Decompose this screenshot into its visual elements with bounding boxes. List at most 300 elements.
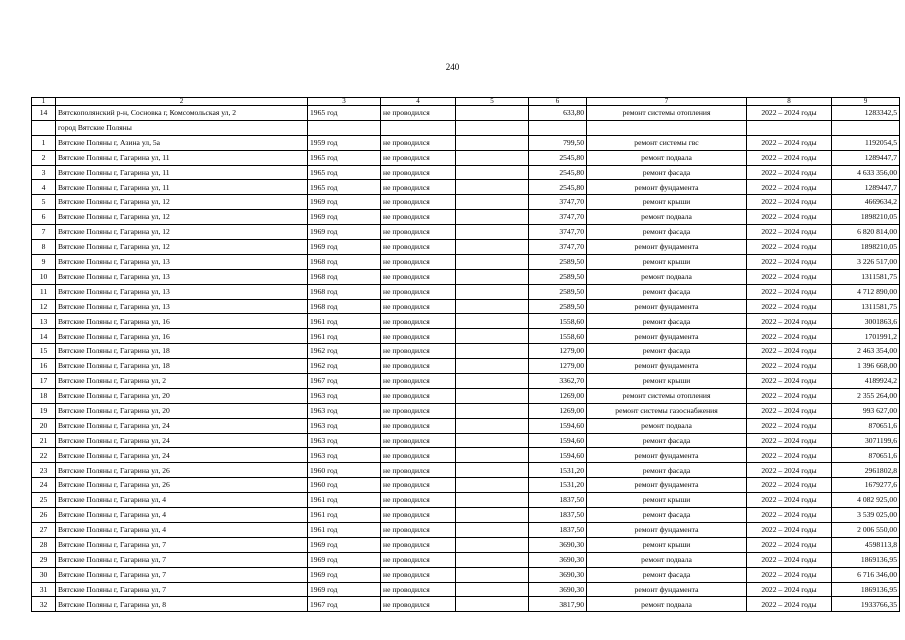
last-repair-cell: не проводился [381,493,456,508]
column-5-cell [456,493,529,508]
address-cell: Вятские Поляны г, Гагарина ул, 13 [56,254,308,269]
cost-cell: 2 355 264,00 [832,388,900,403]
last-repair-cell: не проводился [381,374,456,389]
year-cell: 1968 год [308,254,381,269]
area-cell: 1558,60 [529,314,587,329]
group-row [32,120,900,135]
group-empty-cell [381,120,456,135]
column-5-cell [456,508,529,523]
year-cell: 1963 год [308,403,381,418]
row-number: 11 [32,284,56,299]
repair-schedule-table [31,97,900,612]
year-cell: 1969 год [308,210,381,225]
table-row [32,225,900,240]
cost-cell: 870651,6 [832,418,900,433]
table-row [32,418,900,433]
period-cell: 2022 – 2024 годы [747,329,832,344]
column-number: 9 [832,98,900,106]
address-cell: Вятские Поляны г, Гагарина ул, 26 [56,463,308,478]
cost-cell: 4189924,2 [832,374,900,389]
year-cell: 1961 год [308,508,381,523]
table-row [32,150,900,165]
work-type-cell: ремонт фасада [587,344,747,359]
address-cell: Вятские Поляны г, Гагарина ул, 24 [56,433,308,448]
area-cell: 2545,80 [529,150,587,165]
column-5-cell [456,463,529,478]
year-cell: 1960 год [308,478,381,493]
column-5-cell [456,374,529,389]
cost-cell: 1311581,75 [832,269,900,284]
column-5-cell [456,448,529,463]
cost-cell: 1869136,95 [832,552,900,567]
cost-cell: 2 006 550,00 [832,522,900,537]
address-cell: Вятские Поляны г, Гагарина ул, 4 [56,522,308,537]
last-repair-cell: не проводился [381,150,456,165]
area-cell: 1558,60 [529,329,587,344]
last-repair-cell: не проводился [381,344,456,359]
row-number: 9 [32,254,56,269]
column-5-cell [456,106,529,121]
column-5-cell [456,359,529,374]
last-repair-cell: не проводился [381,195,456,210]
table-row [32,463,900,478]
cost-cell: 1311581,75 [832,299,900,314]
cost-cell: 1 396 668,00 [832,359,900,374]
cost-cell: 6 716 346,00 [832,567,900,582]
area-cell: 3690,30 [529,537,587,552]
address-cell: Вятские Поляны г, Гагарина ул, 18 [56,359,308,374]
column-5-cell [456,433,529,448]
group-empty-cell [587,120,747,135]
year-cell: 1968 год [308,284,381,299]
work-type-cell: ремонт подвала [587,150,747,165]
area-cell: 2545,80 [529,165,587,180]
column-number: 4 [381,98,456,106]
row-number: 28 [32,537,56,552]
area-cell: 3747,70 [529,195,587,210]
year-cell: 1965 год [308,150,381,165]
table-row [32,597,900,612]
work-type-cell: ремонт системы гвс [587,135,747,150]
column-number: 6 [529,98,587,106]
table-row [32,329,900,344]
work-type-cell: ремонт фундамента [587,582,747,597]
period-cell: 2022 – 2024 годы [747,344,832,359]
area-cell: 2545,80 [529,180,587,195]
column-5-cell [456,135,529,150]
period-cell: 2022 – 2024 годы [747,165,832,180]
table-row [32,314,900,329]
area-cell: 1837,50 [529,508,587,523]
period-cell: 2022 – 2024 годы [747,195,832,210]
address-cell: Вятские Поляны г, Азина ул, 5а [56,135,308,150]
column-5-cell [456,314,529,329]
column-5-cell [456,180,529,195]
column-5-cell [456,210,529,225]
work-type-cell: ремонт крыши [587,195,747,210]
work-type-cell: ремонт фасада [587,433,747,448]
period-cell: 2022 – 2024 годы [747,240,832,255]
table-row [32,180,900,195]
cost-cell: 4669634,2 [832,195,900,210]
column-number: 3 [308,98,381,106]
work-type-cell: ремонт системы отопления [587,388,747,403]
row-number: 3 [32,165,56,180]
address-cell: Вятские Поляны г, Гагарина ул, 12 [56,240,308,255]
row-number: 24 [32,478,56,493]
address-cell: Вятские Поляны г, Гагарина ул, 2 [56,374,308,389]
year-cell: 1959 год [308,135,381,150]
address-cell: Вятские Поляны г, Гагарина ул, 7 [56,537,308,552]
row-number: 8 [32,240,56,255]
work-type-cell: ремонт подвала [587,597,747,612]
last-repair-cell: не проводился [381,299,456,314]
table-row [32,403,900,418]
work-type-cell: ремонт системы отопления [587,106,747,121]
last-repair-cell: не проводился [381,359,456,374]
area-cell: 3690,30 [529,582,587,597]
period-cell: 2022 – 2024 годы [747,269,832,284]
area-cell: 1531,20 [529,463,587,478]
area-cell: 3690,30 [529,567,587,582]
address-cell: Вятские Поляны г, Гагарина ул, 13 [56,269,308,284]
work-type-cell: ремонт фасада [587,567,747,582]
column-number: 5 [456,98,529,106]
work-type-cell: ремонт фасада [587,314,747,329]
cost-cell: 1869136,95 [832,582,900,597]
work-type-cell: ремонт подвала [587,269,747,284]
area-cell: 3690,30 [529,552,587,567]
table-row [32,165,900,180]
work-type-cell: ремонт фундамента [587,329,747,344]
table-row [32,374,900,389]
cost-cell: 3071199,6 [832,433,900,448]
area-cell: 1837,50 [529,522,587,537]
work-type-cell: ремонт фасада [587,225,747,240]
area-cell: 1269,00 [529,388,587,403]
column-number: 7 [587,98,747,106]
row-number: 20 [32,418,56,433]
table-row [32,508,900,523]
cost-cell: 1289447,7 [832,150,900,165]
work-type-cell: ремонт фундамента [587,522,747,537]
address-cell: Вятскополянский р-н, Сосновка г, Комсомольская ул, 2 [56,106,308,121]
last-repair-cell: не проводился [381,567,456,582]
period-cell: 2022 – 2024 годы [747,135,832,150]
period-cell: 2022 – 2024 годы [747,374,832,389]
year-cell: 1967 год [308,597,381,612]
period-cell: 2022 – 2024 годы [747,552,832,567]
address-cell: Вятские Поляны г, Гагарина ул, 18 [56,344,308,359]
row-number: 29 [32,552,56,567]
last-repair-cell: не проводился [381,522,456,537]
year-cell: 1963 год [308,433,381,448]
work-type-cell: ремонт подвала [587,210,747,225]
area-cell: 3362,70 [529,374,587,389]
address-cell: Вятские Поляны г, Гагарина ул, 7 [56,582,308,597]
last-repair-cell: не проводился [381,403,456,418]
area-cell: 1531,20 [529,478,587,493]
cost-cell: 3 226 517,00 [832,254,900,269]
column-5-cell [456,388,529,403]
work-type-cell: ремонт фасада [587,463,747,478]
cost-cell: 1679277,6 [832,478,900,493]
cost-cell: 1898210,05 [832,240,900,255]
table-row [32,567,900,582]
period-cell: 2022 – 2024 годы [747,359,832,374]
column-5-cell [456,582,529,597]
table-row [32,210,900,225]
row-number: 14 [32,106,56,121]
work-type-cell: ремонт подвала [587,552,747,567]
table-row [32,522,900,537]
area-cell: 1269,00 [529,403,587,418]
area-cell: 1594,60 [529,418,587,433]
column-5-cell [456,240,529,255]
row-number: 13 [32,314,56,329]
last-repair-cell: не проводился [381,135,456,150]
last-repair-cell: не проводился [381,284,456,299]
column-5-cell [456,225,529,240]
table-row [32,344,900,359]
table-row [32,388,900,403]
period-cell: 2022 – 2024 годы [747,150,832,165]
address-cell: Вятские Поляны г, Гагарина ул, 13 [56,299,308,314]
address-cell: Вятские Поляны г, Гагарина ул, 7 [56,552,308,567]
column-5-cell [456,299,529,314]
cost-cell: 1701991,2 [832,329,900,344]
last-repair-cell: не проводился [381,433,456,448]
row-number: 2 [32,150,56,165]
year-cell: 1961 год [308,522,381,537]
group-empty-cell [832,120,900,135]
last-repair-cell: не проводился [381,582,456,597]
address-cell: Вятские Поляны г, Гагарина ул, 4 [56,508,308,523]
year-cell: 1965 год [308,106,381,121]
column-5-cell [456,344,529,359]
last-repair-cell: не проводился [381,418,456,433]
cost-cell: 1289447,7 [832,180,900,195]
work-type-cell: ремонт фундамента [587,359,747,374]
period-cell: 2022 – 2024 годы [747,284,832,299]
page-number: 240 [445,62,460,72]
table-row [32,582,900,597]
last-repair-cell: не проводился [381,180,456,195]
cost-cell: 4 712 890,00 [832,284,900,299]
cost-cell: 1192054,5 [832,135,900,150]
address-cell: Вятские Поляны г, Гагарина ул, 11 [56,165,308,180]
last-repair-cell: не проводился [381,240,456,255]
row-number: 12 [32,299,56,314]
last-repair-cell: не проводился [381,165,456,180]
address-cell: Вятские Поляны г, Гагарина ул, 16 [56,314,308,329]
last-repair-cell: не проводился [381,106,456,121]
period-cell: 2022 – 2024 годы [747,493,832,508]
year-cell: 1969 год [308,225,381,240]
year-cell: 1962 год [308,359,381,374]
area-cell: 2589,50 [529,269,587,284]
address-cell: Вятские Поляны г, Гагарина ул, 24 [56,448,308,463]
row-number: 27 [32,522,56,537]
year-cell: 1968 год [308,269,381,284]
cost-cell: 2 463 354,00 [832,344,900,359]
table-row [32,269,900,284]
table-row [32,433,900,448]
period-cell: 2022 – 2024 годы [747,508,832,523]
row-number: 1 [32,135,56,150]
cost-cell: 4598113,8 [832,537,900,552]
column-5-cell [456,552,529,567]
group-empty-cell [32,120,56,135]
period-cell: 2022 – 2024 годы [747,582,832,597]
period-cell: 2022 – 2024 годы [747,180,832,195]
work-type-cell: ремонт крыши [587,493,747,508]
table-row [32,284,900,299]
area-cell: 633,80 [529,106,587,121]
year-cell: 1969 год [308,195,381,210]
column-5-cell [456,597,529,612]
table-row [32,240,900,255]
area-cell: 1279,00 [529,359,587,374]
year-cell: 1963 год [308,418,381,433]
work-type-cell: ремонт фундамента [587,478,747,493]
work-type-cell: ремонт фасада [587,165,747,180]
last-repair-cell: не проводился [381,269,456,284]
row-number: 32 [32,597,56,612]
period-cell: 2022 – 2024 годы [747,463,832,478]
year-cell: 1961 год [308,493,381,508]
group-empty-cell [747,120,832,135]
cost-cell: 1933766,35 [832,597,900,612]
year-cell: 1965 год [308,180,381,195]
address-cell: Вятские Поляны г, Гагарина ул, 4 [56,493,308,508]
cost-cell: 4 082 925,00 [832,493,900,508]
area-cell: 1279,00 [529,344,587,359]
year-cell: 1969 год [308,567,381,582]
work-type-cell: ремонт фасада [587,508,747,523]
work-type-cell: ремонт крыши [587,537,747,552]
column-5-cell [456,269,529,284]
period-cell: 2022 – 2024 годы [747,537,832,552]
group-empty-cell [308,120,381,135]
period-cell: 2022 – 2024 годы [747,314,832,329]
area-cell: 2589,50 [529,254,587,269]
period-cell: 2022 – 2024 годы [747,106,832,121]
cost-cell: 3001863,6 [832,314,900,329]
address-cell: Вятские Поляны г, Гагарина ул, 7 [56,567,308,582]
area-cell: 1837,50 [529,493,587,508]
period-cell: 2022 – 2024 годы [747,299,832,314]
address-cell: Вятские Поляны г, Гагарина ул, 26 [56,478,308,493]
address-cell: Вятские Поляны г, Гагарина ул, 20 [56,388,308,403]
column-5-cell [456,537,529,552]
row-number: 5 [32,195,56,210]
address-cell: Вятские Поляны г, Гагарина ул, 8 [56,597,308,612]
area-cell: 1594,60 [529,433,587,448]
cost-cell: 2961802,8 [832,463,900,478]
area-cell: 3817,90 [529,597,587,612]
column-number: 8 [747,98,832,106]
cost-cell: 1898210,05 [832,210,900,225]
year-cell: 1962 год [308,344,381,359]
table-row [32,195,900,210]
last-repair-cell: не проводился [381,448,456,463]
column-5-cell [456,284,529,299]
work-type-cell: ремонт фундамента [587,180,747,195]
column-5-cell [456,329,529,344]
address-cell: Вятские Поляны г, Гагарина ул, 20 [56,403,308,418]
column-5-cell [456,522,529,537]
row-number: 25 [32,493,56,508]
address-cell: Вятские Поляны г, Гагарина ул, 13 [56,284,308,299]
period-cell: 2022 – 2024 годы [747,403,832,418]
row-number: 17 [32,374,56,389]
year-cell: 1961 год [308,314,381,329]
column-5-cell [456,403,529,418]
area-cell: 2589,50 [529,299,587,314]
address-cell: Вятские Поляны г, Гагарина ул, 12 [56,225,308,240]
row-number: 18 [32,388,56,403]
row-number: 26 [32,508,56,523]
column-5-cell [456,165,529,180]
last-repair-cell: не проводился [381,329,456,344]
last-repair-cell: не проводился [381,597,456,612]
column-5-cell [456,567,529,582]
year-cell: 1961 год [308,329,381,344]
table-row [32,299,900,314]
area-cell: 1594,60 [529,448,587,463]
table-row [32,359,900,374]
row-number: 19 [32,403,56,418]
address-cell: Вятские Поляны г, Гагарина ул, 12 [56,210,308,225]
row-number: 15 [32,344,56,359]
column-number: 2 [56,98,308,106]
year-cell: 1968 год [308,299,381,314]
row-number: 22 [32,448,56,463]
work-type-cell: ремонт системы газоснабжения [587,403,747,418]
column-5-cell [456,254,529,269]
address-cell: Вятские Поляны г, Гагарина ул, 11 [56,180,308,195]
area-cell: 3747,70 [529,225,587,240]
table-row [32,537,900,552]
period-cell: 2022 – 2024 годы [747,478,832,493]
last-repair-cell: не проводился [381,508,456,523]
last-repair-cell: не проводился [381,210,456,225]
address-cell: Вятские Поляны г, Гагарина ул, 11 [56,150,308,165]
row-number: 31 [32,582,56,597]
column-5-cell [456,418,529,433]
work-type-cell: ремонт подвала [587,418,747,433]
table-body [32,98,900,612]
cost-cell: 870651,6 [832,448,900,463]
last-repair-cell: не проводился [381,552,456,567]
row-number: 14 [32,329,56,344]
row-number: 21 [32,433,56,448]
year-cell: 1969 год [308,582,381,597]
row-number: 23 [32,463,56,478]
group-empty-cell [529,120,587,135]
row-number: 6 [32,210,56,225]
work-type-cell: ремонт крыши [587,374,747,389]
cost-cell: 3 539 025,00 [832,508,900,523]
table-row [32,135,900,150]
column-5-cell [456,478,529,493]
address-cell: Вятские Поляны г, Гагарина ул, 16 [56,329,308,344]
last-repair-cell: не проводился [381,478,456,493]
work-type-cell: ремонт фасада [587,284,747,299]
column-number: 1 [32,98,56,106]
table-row [32,478,900,493]
